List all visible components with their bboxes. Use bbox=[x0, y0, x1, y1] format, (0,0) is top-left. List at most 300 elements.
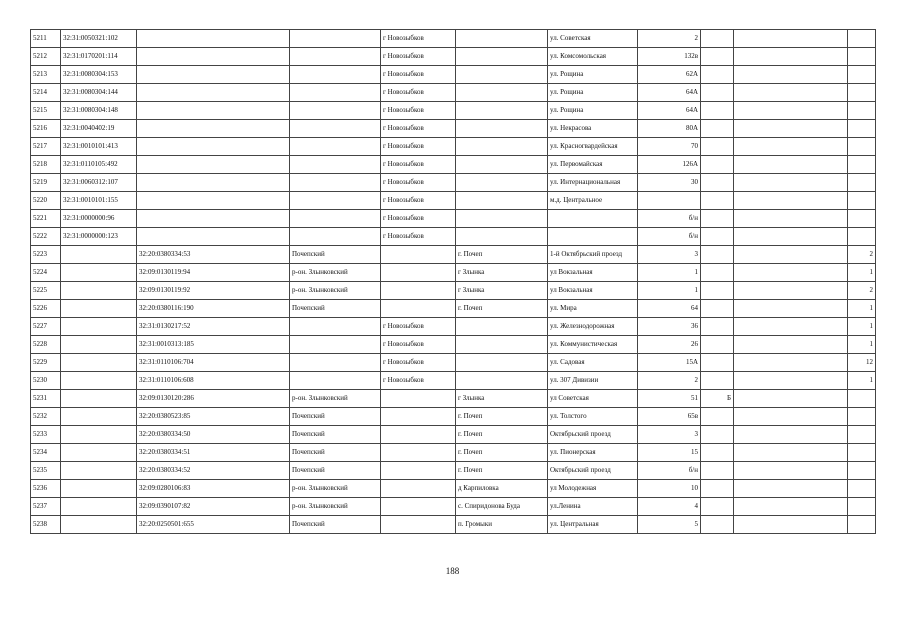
cell-locality-a bbox=[381, 480, 456, 498]
cell-cadastral-number-a bbox=[61, 426, 137, 444]
cell-locality-b bbox=[456, 318, 548, 336]
cell-street: ул. Красногвардейская bbox=[548, 138, 638, 156]
cell-count bbox=[848, 516, 876, 534]
cell-locality-b bbox=[456, 336, 548, 354]
cell-locality-b: г Злынка bbox=[456, 390, 548, 408]
cell-house-number: б/н bbox=[638, 228, 701, 246]
cell-count: 2 bbox=[848, 246, 876, 264]
cell-cadastral-number-a bbox=[61, 462, 137, 480]
cell-extra bbox=[734, 336, 848, 354]
cell-extra bbox=[734, 102, 848, 120]
cell-locality-a bbox=[381, 408, 456, 426]
cell-count bbox=[848, 174, 876, 192]
cell-extra bbox=[734, 120, 848, 138]
cell-row-number: 5237 bbox=[31, 498, 61, 516]
cell-house-number bbox=[638, 192, 701, 210]
cell-extra bbox=[734, 210, 848, 228]
cell-building-letter bbox=[701, 282, 734, 300]
cell-house-number: 64А bbox=[638, 102, 701, 120]
table-row bbox=[31, 138, 876, 156]
cell-locality-a: г Новозыбков bbox=[381, 84, 456, 102]
cell-locality-b: г. Почеп bbox=[456, 462, 548, 480]
cell-district bbox=[290, 228, 381, 246]
cell-extra bbox=[734, 480, 848, 498]
cell-district bbox=[290, 354, 381, 372]
cell-extra bbox=[734, 156, 848, 174]
cell-cadastral-number-b bbox=[137, 156, 290, 174]
cell-street: ул. Советская bbox=[548, 30, 638, 48]
cell-cadastral-number-b: 32:09:0130120:286 bbox=[137, 390, 290, 408]
cell-street: ул.Ленина bbox=[548, 498, 638, 516]
cell-locality-a: г Новозыбков bbox=[381, 120, 456, 138]
cell-locality-a: г Новозыбков bbox=[381, 66, 456, 84]
cell-count bbox=[848, 480, 876, 498]
table-row bbox=[31, 444, 876, 462]
table-row bbox=[31, 480, 876, 498]
table-row bbox=[31, 228, 876, 246]
cell-cadastral-number-b bbox=[137, 120, 290, 138]
cell-locality-b: г. Почеп bbox=[456, 426, 548, 444]
table-row bbox=[31, 390, 876, 408]
cell-cadastral-number-a bbox=[61, 336, 137, 354]
cell-locality-b bbox=[456, 48, 548, 66]
cell-house-number: 132в bbox=[638, 48, 701, 66]
cell-cadastral-number-a: 32:31:0060312:107 bbox=[61, 174, 137, 192]
cell-district: р-он. Злынковский bbox=[290, 264, 381, 282]
cell-district bbox=[290, 318, 381, 336]
cell-cadastral-number-a bbox=[61, 246, 137, 264]
cell-building-letter bbox=[701, 318, 734, 336]
cell-locality-a: г Новозыбков bbox=[381, 192, 456, 210]
cell-cadastral-number-b bbox=[137, 48, 290, 66]
cell-house-number: 3 bbox=[638, 246, 701, 264]
cell-building-letter bbox=[701, 372, 734, 390]
cell-cadastral-number-a: 32:31:0000000:123 bbox=[61, 228, 137, 246]
cell-row-number: 5214 bbox=[31, 84, 61, 102]
table-row bbox=[31, 84, 876, 102]
cell-district bbox=[290, 66, 381, 84]
cell-building-letter bbox=[701, 246, 734, 264]
cell-locality-a bbox=[381, 264, 456, 282]
cell-building-letter bbox=[701, 66, 734, 84]
cell-locality-b: г. Почеп bbox=[456, 300, 548, 318]
cell-house-number: б/н bbox=[638, 210, 701, 228]
cell-street: ул. Железнодорожная bbox=[548, 318, 638, 336]
cell-row-number: 5226 bbox=[31, 300, 61, 318]
cell-count: 12 bbox=[848, 354, 876, 372]
table-row bbox=[31, 408, 876, 426]
cell-cadastral-number-b: 32:20:0250501:655 bbox=[137, 516, 290, 534]
cell-cadastral-number-b: 32:09:0280106:83 bbox=[137, 480, 290, 498]
cell-locality-a bbox=[381, 444, 456, 462]
cell-locality-b bbox=[456, 354, 548, 372]
cell-district: Почепский bbox=[290, 426, 381, 444]
cell-building-letter bbox=[701, 228, 734, 246]
cell-house-number: 1 bbox=[638, 282, 701, 300]
cell-district bbox=[290, 174, 381, 192]
cell-locality-b bbox=[456, 372, 548, 390]
cell-street: ул. Толстого bbox=[548, 408, 638, 426]
cell-district: Почепский bbox=[290, 462, 381, 480]
cell-street: ул Вокзальная bbox=[548, 282, 638, 300]
table-row bbox=[31, 192, 876, 210]
cell-locality-a bbox=[381, 516, 456, 534]
cell-house-number: 1 bbox=[638, 264, 701, 282]
cell-street: ул. Пионерская bbox=[548, 444, 638, 462]
cell-count bbox=[848, 462, 876, 480]
cell-row-number: 5228 bbox=[31, 336, 61, 354]
cell-cadastral-number-a bbox=[61, 372, 137, 390]
cell-extra bbox=[734, 192, 848, 210]
cell-district bbox=[290, 210, 381, 228]
cell-building-letter bbox=[701, 174, 734, 192]
cell-row-number: 5234 bbox=[31, 444, 61, 462]
cell-extra bbox=[734, 300, 848, 318]
cell-row-number: 5235 bbox=[31, 462, 61, 480]
cell-district bbox=[290, 120, 381, 138]
cell-house-number: 5 bbox=[638, 516, 701, 534]
cell-building-letter bbox=[701, 408, 734, 426]
cell-house-number: 15 bbox=[638, 444, 701, 462]
table-row bbox=[31, 210, 876, 228]
cell-locality-b: г. Почеп bbox=[456, 408, 548, 426]
cell-row-number: 5238 bbox=[31, 516, 61, 534]
cell-cadastral-number-b: 32:20:0380334:53 bbox=[137, 246, 290, 264]
cell-locality-a: г Новозыбков bbox=[381, 336, 456, 354]
table-row bbox=[31, 120, 876, 138]
cell-locality-a bbox=[381, 282, 456, 300]
cell-district: Почепский bbox=[290, 408, 381, 426]
cell-cadastral-number-b bbox=[137, 228, 290, 246]
cell-street bbox=[548, 210, 638, 228]
table-row bbox=[31, 300, 876, 318]
cell-street: ул. Рощина bbox=[548, 66, 638, 84]
table-row bbox=[31, 282, 876, 300]
cell-house-number: б/н bbox=[638, 462, 701, 480]
cell-cadastral-number-a bbox=[61, 498, 137, 516]
cell-cadastral-number-b bbox=[137, 174, 290, 192]
cell-locality-b bbox=[456, 138, 548, 156]
cell-building-letter bbox=[701, 354, 734, 372]
cell-locality-b bbox=[456, 156, 548, 174]
cell-extra bbox=[734, 246, 848, 264]
cell-district bbox=[290, 336, 381, 354]
cell-cadastral-number-a: 32:31:0110105:492 bbox=[61, 156, 137, 174]
cell-cadastral-number-a bbox=[61, 264, 137, 282]
table-row bbox=[31, 426, 876, 444]
cell-house-number: 64 bbox=[638, 300, 701, 318]
cell-count bbox=[848, 138, 876, 156]
cell-cadastral-number-a: 32:31:0010101:155 bbox=[61, 192, 137, 210]
cell-cadastral-number-a bbox=[61, 516, 137, 534]
cell-cadastral-number-a: 32:31:0010101:413 bbox=[61, 138, 137, 156]
cell-building-letter bbox=[701, 48, 734, 66]
cell-extra bbox=[734, 390, 848, 408]
cell-row-number: 5216 bbox=[31, 120, 61, 138]
cell-extra bbox=[734, 318, 848, 336]
cell-district: р-он. Злынковский bbox=[290, 390, 381, 408]
cell-locality-a: г Новозыбков bbox=[381, 210, 456, 228]
table-row bbox=[31, 30, 876, 48]
cell-locality-a: г Новозыбков bbox=[381, 174, 456, 192]
cell-locality-a: г Новозыбков bbox=[381, 372, 456, 390]
cell-building-letter bbox=[701, 192, 734, 210]
cell-locality-a bbox=[381, 246, 456, 264]
cell-row-number: 5236 bbox=[31, 480, 61, 498]
cell-extra bbox=[734, 462, 848, 480]
cell-locality-b: г. Почеп bbox=[456, 444, 548, 462]
table-row bbox=[31, 372, 876, 390]
cell-count bbox=[848, 102, 876, 120]
cell-extra bbox=[734, 372, 848, 390]
cell-cadastral-number-a: 32:31:0000000:96 bbox=[61, 210, 137, 228]
cell-cadastral-number-a: 32:31:0040402:19 bbox=[61, 120, 137, 138]
cell-count bbox=[848, 408, 876, 426]
cell-count bbox=[848, 390, 876, 408]
cell-building-letter bbox=[701, 156, 734, 174]
register-table bbox=[30, 29, 876, 534]
cell-count: 1 bbox=[848, 264, 876, 282]
cell-row-number: 5220 bbox=[31, 192, 61, 210]
cell-building-letter bbox=[701, 516, 734, 534]
cell-street: ул Молодежная bbox=[548, 480, 638, 498]
cell-extra bbox=[734, 408, 848, 426]
cell-district: Почепский bbox=[290, 300, 381, 318]
cell-building-letter bbox=[701, 102, 734, 120]
cell-street: ул. Садовая bbox=[548, 354, 638, 372]
cell-count bbox=[848, 444, 876, 462]
cell-street: 1-й Октябрьский проезд bbox=[548, 246, 638, 264]
cell-locality-b bbox=[456, 228, 548, 246]
cell-count bbox=[848, 48, 876, 66]
cell-locality-b: д Карпиловка bbox=[456, 480, 548, 498]
cell-house-number: 4 bbox=[638, 498, 701, 516]
cell-locality-b bbox=[456, 30, 548, 48]
cell-extra bbox=[734, 426, 848, 444]
cell-locality-a: г Новозыбков bbox=[381, 48, 456, 66]
cell-locality-a: г Новозыбков bbox=[381, 156, 456, 174]
cell-house-number: 26 bbox=[638, 336, 701, 354]
table-row bbox=[31, 48, 876, 66]
cell-cadastral-number-b: 32:20:0380334:51 bbox=[137, 444, 290, 462]
cell-cadastral-number-b: 32:31:0130217:52 bbox=[137, 318, 290, 336]
cell-house-number: 15А bbox=[638, 354, 701, 372]
cell-locality-b: г Злынка bbox=[456, 282, 548, 300]
cell-cadastral-number-b: 32:20:0380334:52 bbox=[137, 462, 290, 480]
cell-district bbox=[290, 48, 381, 66]
cell-house-number: 10 bbox=[638, 480, 701, 498]
cell-district: Почепский bbox=[290, 516, 381, 534]
cell-count bbox=[848, 30, 876, 48]
cell-row-number: 5230 bbox=[31, 372, 61, 390]
cell-locality-b: г. Почеп bbox=[456, 246, 548, 264]
cell-building-letter: Б bbox=[701, 390, 734, 408]
cell-extra bbox=[734, 228, 848, 246]
cell-cadastral-number-b: 32:09:0390107:82 bbox=[137, 498, 290, 516]
table-row bbox=[31, 246, 876, 264]
cell-cadastral-number-a: 32:31:0170201:114 bbox=[61, 48, 137, 66]
cell-cadastral-number-a: 32:31:0080304:144 bbox=[61, 84, 137, 102]
cell-cadastral-number-a: 32:31:0080304:153 bbox=[61, 66, 137, 84]
table-body bbox=[31, 30, 876, 534]
cell-row-number: 5217 bbox=[31, 138, 61, 156]
cell-locality-a: г Новозыбков bbox=[381, 228, 456, 246]
cell-street: ул. Комсомольская bbox=[548, 48, 638, 66]
cell-district bbox=[290, 138, 381, 156]
cell-extra bbox=[734, 444, 848, 462]
cell-building-letter bbox=[701, 84, 734, 102]
cell-district: р-он. Злынковский bbox=[290, 480, 381, 498]
cell-district bbox=[290, 156, 381, 174]
cell-street: ул. Центральная bbox=[548, 516, 638, 534]
cell-street: Октябрьский проезд bbox=[548, 462, 638, 480]
cell-building-letter bbox=[701, 480, 734, 498]
cell-row-number: 5211 bbox=[31, 30, 61, 48]
cell-house-number: 2 bbox=[638, 30, 701, 48]
cell-locality-b: г Злынка bbox=[456, 264, 548, 282]
cell-street: Октябрьский проезд bbox=[548, 426, 638, 444]
cell-cadastral-number-b bbox=[137, 138, 290, 156]
cell-street: ул. Коммунистическая bbox=[548, 336, 638, 354]
cell-street: ул. Интернациональная bbox=[548, 174, 638, 192]
cell-district: Почепский bbox=[290, 444, 381, 462]
table-row bbox=[31, 498, 876, 516]
cell-locality-a: г Новозыбков bbox=[381, 30, 456, 48]
cell-extra bbox=[734, 282, 848, 300]
cell-cadastral-number-a bbox=[61, 444, 137, 462]
cell-house-number: 3 bbox=[638, 426, 701, 444]
cell-count bbox=[848, 426, 876, 444]
cell-building-letter bbox=[701, 120, 734, 138]
cell-locality-a: г Новозыбков bbox=[381, 354, 456, 372]
cell-cadastral-number-b: 32:31:0110106:608 bbox=[137, 372, 290, 390]
cell-building-letter bbox=[701, 426, 734, 444]
cell-extra bbox=[734, 84, 848, 102]
cell-extra bbox=[734, 498, 848, 516]
cell-row-number: 5218 bbox=[31, 156, 61, 174]
cell-locality-a bbox=[381, 426, 456, 444]
cell-row-number: 5225 bbox=[31, 282, 61, 300]
cell-count: 1 bbox=[848, 372, 876, 390]
cell-cadastral-number-a bbox=[61, 480, 137, 498]
table-row bbox=[31, 336, 876, 354]
cell-house-number: 70 bbox=[638, 138, 701, 156]
cell-row-number: 5227 bbox=[31, 318, 61, 336]
cell-cadastral-number-b bbox=[137, 66, 290, 84]
cell-locality-b bbox=[456, 120, 548, 138]
cell-count bbox=[848, 66, 876, 84]
cell-locality-a bbox=[381, 462, 456, 480]
cell-locality-b: с. Спиридонова Буда bbox=[456, 498, 548, 516]
cell-house-number: 30 bbox=[638, 174, 701, 192]
cell-locality-a: г Новозыбков bbox=[381, 102, 456, 120]
table-row bbox=[31, 102, 876, 120]
cell-cadastral-number-a bbox=[61, 390, 137, 408]
cell-extra bbox=[734, 516, 848, 534]
cell-count bbox=[848, 210, 876, 228]
cell-cadastral-number-b bbox=[137, 102, 290, 120]
cell-locality-b bbox=[456, 210, 548, 228]
cell-row-number: 5222 bbox=[31, 228, 61, 246]
cell-extra bbox=[734, 66, 848, 84]
cell-locality-b bbox=[456, 102, 548, 120]
cell-extra bbox=[734, 264, 848, 282]
cell-locality-a: г Новозыбков bbox=[381, 318, 456, 336]
cell-count bbox=[848, 192, 876, 210]
cell-building-letter bbox=[701, 300, 734, 318]
cell-cadastral-number-b: 32:20:0380334:50 bbox=[137, 426, 290, 444]
cell-cadastral-number-a: 32:31:0080304:148 bbox=[61, 102, 137, 120]
cell-district bbox=[290, 30, 381, 48]
cell-cadastral-number-a bbox=[61, 282, 137, 300]
cell-row-number: 5231 bbox=[31, 390, 61, 408]
cell-cadastral-number-b bbox=[137, 30, 290, 48]
cell-cadastral-number-a bbox=[61, 300, 137, 318]
cell-house-number: 2 bbox=[638, 372, 701, 390]
cell-building-letter bbox=[701, 444, 734, 462]
cell-building-letter bbox=[701, 210, 734, 228]
cell-cadastral-number-b: 32:09:0130119:94 bbox=[137, 264, 290, 282]
cell-district bbox=[290, 102, 381, 120]
cell-building-letter bbox=[701, 138, 734, 156]
cell-locality-b bbox=[456, 84, 548, 102]
cell-house-number: 62А bbox=[638, 66, 701, 84]
cell-street: ул. Некрасова bbox=[548, 120, 638, 138]
cell-count: 1 bbox=[848, 300, 876, 318]
cell-cadastral-number-b: 32:09:0130119:92 bbox=[137, 282, 290, 300]
cell-cadastral-number-b: 32:31:0110106:704 bbox=[137, 354, 290, 372]
cell-count bbox=[848, 228, 876, 246]
cell-street bbox=[548, 228, 638, 246]
cell-building-letter bbox=[701, 336, 734, 354]
cell-count bbox=[848, 156, 876, 174]
cell-row-number: 5223 bbox=[31, 246, 61, 264]
cell-cadastral-number-a bbox=[61, 354, 137, 372]
cell-extra bbox=[734, 30, 848, 48]
cell-street: ул Вокзальная bbox=[548, 264, 638, 282]
cell-house-number: 126А bbox=[638, 156, 701, 174]
table-row bbox=[31, 354, 876, 372]
cell-building-letter bbox=[701, 462, 734, 480]
table-row bbox=[31, 66, 876, 84]
cell-extra bbox=[734, 48, 848, 66]
table-row bbox=[31, 264, 876, 282]
cell-row-number: 5232 bbox=[31, 408, 61, 426]
cell-extra bbox=[734, 174, 848, 192]
cell-cadastral-number-b: 32:20:0380523:85 bbox=[137, 408, 290, 426]
cell-count: 1 bbox=[848, 336, 876, 354]
cell-locality-b bbox=[456, 192, 548, 210]
cell-house-number: 64А bbox=[638, 84, 701, 102]
table-row bbox=[31, 156, 876, 174]
cell-row-number: 5233 bbox=[31, 426, 61, 444]
cell-street: ул. 307 Дивизии bbox=[548, 372, 638, 390]
cell-locality-b: п. Громыки bbox=[456, 516, 548, 534]
cell-row-number: 5219 bbox=[31, 174, 61, 192]
cell-count: 2 bbox=[848, 282, 876, 300]
cell-building-letter bbox=[701, 264, 734, 282]
cell-street: м.д. Центральное bbox=[548, 192, 638, 210]
cell-count bbox=[848, 120, 876, 138]
cell-row-number: 5229 bbox=[31, 354, 61, 372]
page-number: 188 bbox=[445, 566, 460, 576]
cell-extra bbox=[734, 138, 848, 156]
cell-cadastral-number-b bbox=[137, 192, 290, 210]
cell-house-number: 65в bbox=[638, 408, 701, 426]
cell-locality-a bbox=[381, 300, 456, 318]
cell-cadastral-number-b bbox=[137, 210, 290, 228]
cell-locality-b bbox=[456, 174, 548, 192]
